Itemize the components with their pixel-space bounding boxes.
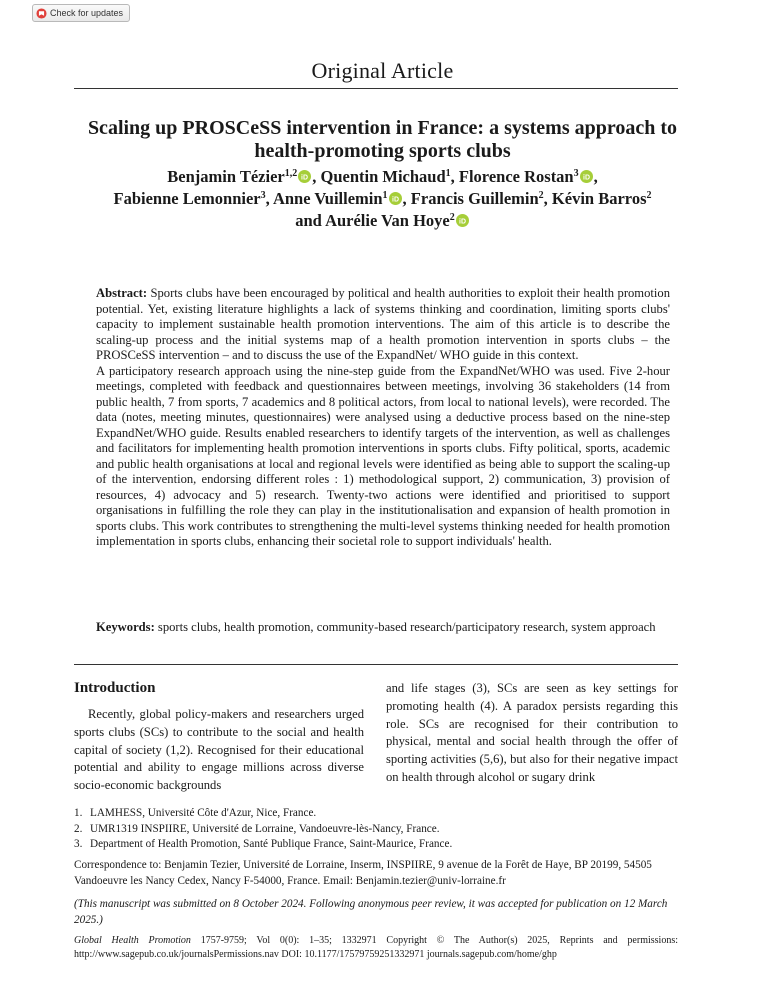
affiliation-item: 3. Department of Health Promotion, Santé Publique France, Saint-Maurice, France.	[74, 838, 453, 850]
author[interactable]: Anne Vuillemin$^1$	[272, 189, 388, 208]
svg-text:iD: iD	[458, 218, 466, 226]
abstract-paragraph-1: Sports clubs have been encouraged by political and health authorities to exploit their health promotion potential. Yet, existing literature highlights a lack of systems thinking and coordination, limiting sports clubs' capacity to implement sustainable health promotion interventions. The aim of this article is to describe the scaling-up process and the initial systems map of a health promotion intervention in sports clubs – the PROSCeSS intervention – and to discuss the use of the ExpandNet/ WHO guide in this context.	[96, 286, 670, 362]
journal-info	[74, 934, 678, 961]
abstract-label: Abstract:	[96, 286, 148, 300]
crossmark-icon	[36, 8, 47, 19]
top-divider	[74, 88, 678, 89]
journal-details: 1757-9759; Vol 0(0): 1–35; 1332971 Copyright © The Author(s) 2025, Reprints and permissions: http://www.sagepub.co.uk/journalsPermissions.nav DOI: 10.1177/17579759251332971 journals.sagepub.com/home/ghp	[74, 935, 678, 960]
svg-text:iD: iD	[391, 196, 399, 204]
author[interactable]: Florence Rostan$^3$	[458, 167, 579, 186]
article-type: Original Article	[311, 58, 454, 83]
abstract	[96, 286, 670, 550]
author-list: Benjamin Tézier$^{1,2}$ iD , Quentin Michaud$^1$, Florence Rostan$^3$ iD , Fabienne Lemonnier$^3$, Anne Vuillemin$^1$ iD , Francis Guillemin$^2$, Kévin Barros$^2$ and Aurélie Van Hoye$^2$ iD	[113, 167, 652, 230]
orcid-icon[interactable]	[456, 214, 469, 227]
introduction-left-text: Recently, global policy-makers and researchers urged sports clubs (SCs) to contribute to the social and health capital of society (1,2). Recognised for their educational potential and ability to engage millions across diverse socio-economic backgrounds	[74, 707, 364, 793]
introduction-right-text: and life stages (3), SCs are seen as key settings for promoting health (4). A paradox persists regarding this role. SCs are recognised for their contribution to physical, mental and social health through the offer of sporting activities (5,6), but also for their negative impact on health through alcohol or sugary drink	[386, 681, 678, 784]
right-column	[386, 680, 678, 787]
author[interactable]: Kévin Barros$^2$	[551, 189, 652, 208]
keywords	[96, 620, 670, 636]
affiliation-item: 2. UMR1319 INSPIIRE, Université de Lorraine, Vandoeuvre-lès-Nancy, France.	[74, 822, 440, 835]
keywords-text: sports clubs, health promotion, community-based research/participatory research, system approach	[157, 620, 656, 634]
badge-label: Check for updates	[50, 8, 124, 18]
left-column	[74, 680, 364, 795]
check-for-updates-badge[interactable]	[32, 4, 130, 22]
svg-text:iD: iD	[301, 174, 309, 182]
svg-text:iD: iD	[582, 174, 590, 182]
author[interactable]: Francis Guillemin$^2$	[410, 189, 544, 208]
author[interactable]: Benjamin Tézier$^{1,2}$	[167, 167, 298, 186]
affiliation-item: 1. LAMHESS, Université Côte d'Azur, Nice, France.	[74, 807, 317, 819]
correspondence: Correspondence to: Benjamin Tezier, Université de Lorraine, Inserm, INSPIIRE, 9 avenue de la Forêt de Haye, BP 20199, 54505 Vandoeuvre les Nancy Cedex, Nancy F-54000, France. Email: Benjamin.tezier@univ-lorraine.fr	[74, 859, 652, 887]
orcid-icon[interactable]	[580, 170, 593, 183]
keywords-label: Keywords:	[96, 620, 155, 634]
journal-name: Global Health Promotion	[74, 935, 191, 946]
author[interactable]: and Aurélie Van Hoye$^2$	[295, 211, 455, 230]
orcid-icon[interactable]	[389, 192, 402, 205]
submission-note: (This manuscript was submitted on 8 October 2024. Following anonymous peer review, it was accepted for publication on 12 March 2025.)	[74, 898, 668, 926]
introduction-heading: Introduction	[74, 680, 156, 696]
abstract-paragraph-2: A participatory research approach using the nine-step guide from the ExpandNet/WHO was used. Five 2-hour meetings, completed with feedback and questionnaires between meetings, involving 36 stakeholders (14 from public health, 7 from sports, 7 academics and 8 political actors, from local to national levels), were recorded. The data (notes, meeting minutes, questionnaires) were analysed using a deductive process based on the nine-step ExpandNet/WHO guide. Results enabled researchers to identify targets of the intervention, as well as challenges and facilitators for implementing health promotion interventions in sports clubs. Fifty political, sports, academic and public health organisations at local and regional levels were identified as being able to support the scaling-up of the intervention, endorsing different roles : 1) methodological support, 2) communication, 3) provision of resources, 4) advocacy and 5) research. Twenty-two actions were identified and prioritised to support organisations in fulfilling the role they can play in the institutionalisation and expansion of health promotion in sports clubs. This work contributes to strengthening the multi-level systems thinking needed for health promotion implementation in sports clubs, enhancing their societal role to support individuals' health.	[96, 363, 670, 548]
orcid-icon[interactable]	[298, 170, 311, 183]
article-title: Scaling up PROSCeSS intervention in France: a systems approach to health-promoting sports clubs	[87, 117, 678, 162]
section-divider	[74, 664, 678, 665]
author[interactable]: Quentin Michaud$^1$	[320, 167, 451, 186]
affiliation-list	[74, 806, 678, 853]
author[interactable]: Fabienne Lemonnier$^3$	[113, 189, 266, 208]
